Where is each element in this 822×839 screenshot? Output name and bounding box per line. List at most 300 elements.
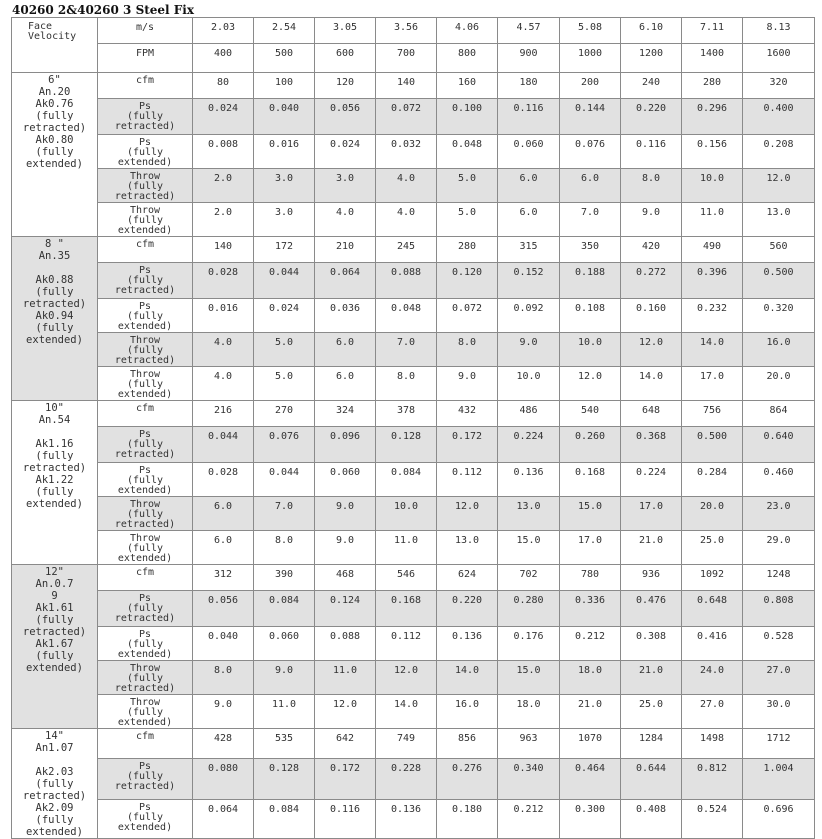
value-cell: 0.024 [315,135,376,169]
value-cell: 12.0 [376,661,437,695]
fpm-value: 700 [376,44,437,73]
value-cell: 0.128 [254,758,315,799]
value-cell: 0.028 [193,263,254,299]
row-label: Ps (fully extended) [98,627,193,661]
value-cell: 0.056 [193,591,254,627]
value-cell: 0.096 [315,427,376,463]
value-cell: 24.0 [682,661,743,695]
value-cell: 0.112 [376,627,437,661]
value-cell: 4.0 [193,333,254,367]
value-cell: 0.060 [498,135,560,169]
value-cell: 0.112 [437,463,498,497]
table-row [12,758,815,799]
value-cell: 560 [743,237,815,263]
value-cell: 27.0 [682,695,743,729]
value-cell: 13.0 [437,531,498,565]
value-cell: 5.0 [254,333,315,367]
value-cell: 702 [498,565,560,591]
value-cell: 0.044 [254,463,315,497]
value-cell: 8.0 [621,169,682,203]
value-cell: 648 [621,401,682,427]
value-cell: 17.0 [560,531,621,565]
value-cell: 17.0 [621,497,682,531]
value-cell: 4.0 [315,203,376,237]
value-cell: 9.0 [193,695,254,729]
value-cell: 3.0 [254,169,315,203]
row-label: Throw (fully retracted) [98,497,193,531]
fpm-value: 1200 [621,44,682,73]
value-cell: 8.0 [254,531,315,565]
value-cell: 0.128 [376,427,437,463]
value-cell: 432 [437,401,498,427]
row-label: cfm [98,237,193,263]
value-cell: 9.0 [254,661,315,695]
value-cell: 936 [621,565,682,591]
value-cell: 428 [193,729,254,759]
fpm-value: 400 [193,44,254,73]
face-velocity-label: Face Velocity [12,18,98,73]
value-cell: 9.0 [498,333,560,367]
value-cell: 200 [560,73,621,99]
value-cell: 8.0 [193,661,254,695]
value-cell: 0.220 [621,99,682,135]
value-cell: 780 [560,565,621,591]
value-cell: 6.0 [315,367,376,401]
value-cell: 16.0 [437,695,498,729]
value-cell: 0.400 [743,99,815,135]
value-cell: 0.084 [376,463,437,497]
value-cell: 324 [315,401,376,427]
value-cell: 0.500 [743,263,815,299]
value-cell: 0.340 [498,758,560,799]
ms-value: 3.05 [315,18,376,44]
value-cell: 6.0 [193,497,254,531]
ms-value: 6.10 [621,18,682,44]
value-cell: 15.0 [498,531,560,565]
value-cell: 0.108 [560,299,621,333]
value-cell: 11.0 [682,203,743,237]
value-cell: 420 [621,237,682,263]
row-label: Ps (fully retracted) [98,591,193,627]
value-cell: 468 [315,565,376,591]
value-cell: 15.0 [498,661,560,695]
value-cell: 21.0 [621,661,682,695]
value-cell: 27.0 [743,661,815,695]
value-cell: 29.0 [743,531,815,565]
row-label: Ps (fully extended) [98,299,193,333]
value-cell: 0.008 [193,135,254,169]
value-cell: 100 [254,73,315,99]
value-cell: 0.088 [315,627,376,661]
performance-table [11,17,815,839]
table-row [12,203,815,237]
value-cell: 13.0 [743,203,815,237]
value-cell: 8.0 [437,333,498,367]
value-cell: 0.116 [498,99,560,135]
value-cell: 0.696 [743,800,815,839]
value-cell: 0.032 [376,135,437,169]
value-cell: 0.044 [193,427,254,463]
page-title: 40260 2&40260 3 Steel Fix [12,3,195,17]
value-cell: 486 [498,401,560,427]
value-cell: 7.0 [376,333,437,367]
value-cell: 0.152 [498,263,560,299]
value-cell: 6.0 [498,169,560,203]
value-cell: 0.168 [376,591,437,627]
ms-value: 7.11 [682,18,743,44]
value-cell: 245 [376,237,437,263]
row-label: Throw (fully extended) [98,695,193,729]
value-cell: 0.808 [743,591,815,627]
row-label: Ps (fully extended) [98,800,193,839]
value-cell: 0.188 [560,263,621,299]
table-row [12,497,815,531]
value-cell: 1712 [743,729,815,759]
row-label: Throw (fully extended) [98,203,193,237]
value-cell: 0.160 [621,299,682,333]
fpm-value: 600 [315,44,376,73]
value-cell: 8.0 [376,367,437,401]
table-row [12,729,815,759]
ms-value: 4.06 [437,18,498,44]
value-cell: 9.0 [315,497,376,531]
value-cell: 864 [743,401,815,427]
fpm-value: 800 [437,44,498,73]
value-cell: 1498 [682,729,743,759]
value-cell: 1284 [621,729,682,759]
row-label: Throw (fully retracted) [98,169,193,203]
value-cell: 0.368 [621,427,682,463]
value-cell: 0.136 [437,627,498,661]
row-label: Throw (fully extended) [98,367,193,401]
value-cell: 11.0 [254,695,315,729]
value-cell: 0.640 [743,427,815,463]
value-cell: 0.460 [743,463,815,497]
value-cell: 0.088 [376,263,437,299]
value-cell: 2.0 [193,169,254,203]
value-cell: 270 [254,401,315,427]
value-cell: 5.0 [437,169,498,203]
value-cell: 0.124 [315,591,376,627]
value-cell: 18.0 [498,695,560,729]
value-cell: 0.228 [376,758,437,799]
fpm-value: 1600 [743,44,815,73]
value-cell: 0.144 [560,99,621,135]
value-cell: 2.0 [193,203,254,237]
value-cell: 216 [193,401,254,427]
value-cell: 0.024 [193,99,254,135]
value-cell: 0.168 [560,463,621,497]
value-cell: 0.048 [437,135,498,169]
ms-value: 3.56 [376,18,437,44]
value-cell: 12.0 [437,497,498,531]
row-label: Ps (fully retracted) [98,99,193,135]
value-cell: 7.0 [560,203,621,237]
value-cell: 0.016 [254,135,315,169]
value-cell: 535 [254,729,315,759]
value-cell: 0.528 [743,627,815,661]
table-row [12,73,815,99]
value-cell: 5.0 [254,367,315,401]
value-cell: 0.056 [315,99,376,135]
value-cell: 963 [498,729,560,759]
value-cell: 0.260 [560,427,621,463]
value-cell: 0.220 [437,591,498,627]
value-cell: 11.0 [315,661,376,695]
value-cell: 0.500 [682,427,743,463]
table-row [12,427,815,463]
value-cell: 378 [376,401,437,427]
value-cell: 0.648 [682,591,743,627]
table-row [12,531,815,565]
group-description: 10" An.54 Ak1.16 (fully retracted) Ak1.22 (fully extended) [12,401,98,565]
value-cell: 0.064 [315,263,376,299]
value-cell: 0.176 [498,627,560,661]
ms-value: 2.03 [193,18,254,44]
value-cell: 0.028 [193,463,254,497]
header-row-ms [12,18,815,44]
value-cell: 0.024 [254,299,315,333]
value-cell: 0.064 [193,800,254,839]
ms-value: 8.13 [743,18,815,44]
value-cell: 390 [254,565,315,591]
ms-label: m/s [98,18,193,44]
value-cell: 856 [437,729,498,759]
value-cell: 25.0 [682,531,743,565]
value-cell: 4.0 [193,367,254,401]
value-cell: 6.0 [315,333,376,367]
value-cell: 5.0 [437,203,498,237]
ms-value: 5.08 [560,18,621,44]
value-cell: 0.060 [315,463,376,497]
value-cell: 546 [376,565,437,591]
table-row [12,800,815,839]
value-cell: 1070 [560,729,621,759]
row-label: cfm [98,401,193,427]
group-description: 8 " An.35 Ak0.88 (fully retracted) Ak0.94 (fully extended) [12,237,98,401]
value-cell: 1248 [743,565,815,591]
value-cell: 7.0 [254,497,315,531]
value-cell: 0.180 [437,800,498,839]
value-cell: 0.644 [621,758,682,799]
table-row [12,333,815,367]
value-cell: 0.116 [315,800,376,839]
value-cell: 0.120 [437,263,498,299]
value-cell: 13.0 [498,497,560,531]
value-cell: 0.060 [254,627,315,661]
value-cell: 0.300 [560,800,621,839]
value-cell: 0.172 [315,758,376,799]
value-cell: 624 [437,565,498,591]
value-cell: 9.0 [315,531,376,565]
value-cell: 23.0 [743,497,815,531]
value-cell: 14.0 [437,661,498,695]
value-cell: 0.284 [682,463,743,497]
ms-value: 2.54 [254,18,315,44]
value-cell: 0.416 [682,627,743,661]
value-cell: 3.0 [254,203,315,237]
row-label: Throw (fully retracted) [98,333,193,367]
value-cell: 12.0 [315,695,376,729]
value-cell: 0.272 [621,263,682,299]
value-cell: 0.296 [682,99,743,135]
value-cell: 0.116 [621,135,682,169]
value-cell: 0.224 [498,427,560,463]
value-cell: 6.0 [498,203,560,237]
value-cell: 9.0 [621,203,682,237]
table-row [12,299,815,333]
value-cell: 120 [315,73,376,99]
value-cell: 0.308 [621,627,682,661]
value-cell: 80 [193,73,254,99]
value-cell: 14.0 [376,695,437,729]
value-cell: 0.076 [254,427,315,463]
value-cell: 1092 [682,565,743,591]
row-label: cfm [98,729,193,759]
value-cell: 16.0 [743,333,815,367]
value-cell: 0.812 [682,758,743,799]
value-cell: 0.208 [743,135,815,169]
value-cell: 280 [437,237,498,263]
value-cell: 0.156 [682,135,743,169]
value-cell: 9.0 [437,367,498,401]
value-cell: 0.408 [621,800,682,839]
value-cell: 180 [498,73,560,99]
value-cell: 0.320 [743,299,815,333]
value-cell: 0.016 [193,299,254,333]
value-cell: 140 [376,73,437,99]
value-cell: 0.524 [682,800,743,839]
value-cell: 14.0 [621,367,682,401]
fpm-label: FPM [98,44,193,73]
value-cell: 642 [315,729,376,759]
value-cell: 756 [682,401,743,427]
table-row [12,367,815,401]
value-cell: 12.0 [560,367,621,401]
header-row-fpm [12,44,815,73]
value-cell: 0.136 [498,463,560,497]
value-cell: 0.464 [560,758,621,799]
value-cell: 172 [254,237,315,263]
value-cell: 14.0 [682,333,743,367]
value-cell: 0.044 [254,263,315,299]
value-cell: 20.0 [743,367,815,401]
value-cell: 160 [437,73,498,99]
row-label: cfm [98,565,193,591]
value-cell: 140 [193,237,254,263]
fpm-value: 500 [254,44,315,73]
value-cell: 240 [621,73,682,99]
table-row [12,135,815,169]
value-cell: 0.100 [437,99,498,135]
value-cell: 0.084 [254,591,315,627]
table-row [12,169,815,203]
value-cell: 0.396 [682,263,743,299]
value-cell: 12.0 [743,169,815,203]
value-cell: 0.136 [376,800,437,839]
row-label: Ps (fully retracted) [98,427,193,463]
value-cell: 10.0 [560,333,621,367]
group-description: 14" An1.07 Ak2.03 (fully retracted) Ak2.09 (fully extended) [12,729,98,839]
value-cell: 490 [682,237,743,263]
value-cell: 540 [560,401,621,427]
value-cell: 1.004 [743,758,815,799]
row-label: Throw (fully extended) [98,531,193,565]
value-cell: 0.040 [193,627,254,661]
value-cell: 280 [682,73,743,99]
value-cell: 0.276 [437,758,498,799]
value-cell: 12.0 [621,333,682,367]
value-cell: 0.336 [560,591,621,627]
fpm-value: 1400 [682,44,743,73]
row-label: Ps (fully retracted) [98,758,193,799]
table-row [12,99,815,135]
value-cell: 10.0 [682,169,743,203]
value-cell: 0.072 [376,99,437,135]
value-cell: 30.0 [743,695,815,729]
table-row [12,695,815,729]
fpm-value: 900 [498,44,560,73]
group-description: 12" An.0.7 9 Ak1.61 (fully retracted) Ak1.67 (fully extended) [12,565,98,729]
value-cell: 20.0 [682,497,743,531]
value-cell: 21.0 [560,695,621,729]
value-cell: 10.0 [376,497,437,531]
row-label: Ps (fully retracted) [98,263,193,299]
value-cell: 15.0 [560,497,621,531]
table-row [12,627,815,661]
row-label: Ps (fully extended) [98,463,193,497]
value-cell: 0.224 [621,463,682,497]
value-cell: 6.0 [193,531,254,565]
row-label: Throw (fully retracted) [98,661,193,695]
value-cell: 0.280 [498,591,560,627]
value-cell: 11.0 [376,531,437,565]
row-label: cfm [98,73,193,99]
value-cell: 21.0 [621,531,682,565]
table-row [12,401,815,427]
value-cell: 350 [560,237,621,263]
table-row [12,463,815,497]
value-cell: 0.476 [621,591,682,627]
value-cell: 315 [498,237,560,263]
value-cell: 0.212 [560,627,621,661]
value-cell: 4.0 [376,203,437,237]
value-cell: 320 [743,73,815,99]
value-cell: 0.048 [376,299,437,333]
value-cell: 0.212 [498,800,560,839]
value-cell: 0.092 [498,299,560,333]
value-cell: 0.040 [254,99,315,135]
value-cell: 25.0 [621,695,682,729]
value-cell: 10.0 [498,367,560,401]
table-row [12,591,815,627]
value-cell: 0.080 [193,758,254,799]
value-cell: 0.036 [315,299,376,333]
group-description: 6" An.20 Ak0.76 (fully retracted) Ak0.80 (fully extended) [12,73,98,237]
table-row [12,237,815,263]
value-cell: 0.172 [437,427,498,463]
table-row [12,263,815,299]
value-cell: 0.072 [437,299,498,333]
row-label: Ps (fully extended) [98,135,193,169]
table-row [12,661,815,695]
value-cell: 6.0 [560,169,621,203]
value-cell: 18.0 [560,661,621,695]
fpm-value: 1000 [560,44,621,73]
value-cell: 312 [193,565,254,591]
value-cell: 0.084 [254,800,315,839]
ms-value: 4.57 [498,18,560,44]
